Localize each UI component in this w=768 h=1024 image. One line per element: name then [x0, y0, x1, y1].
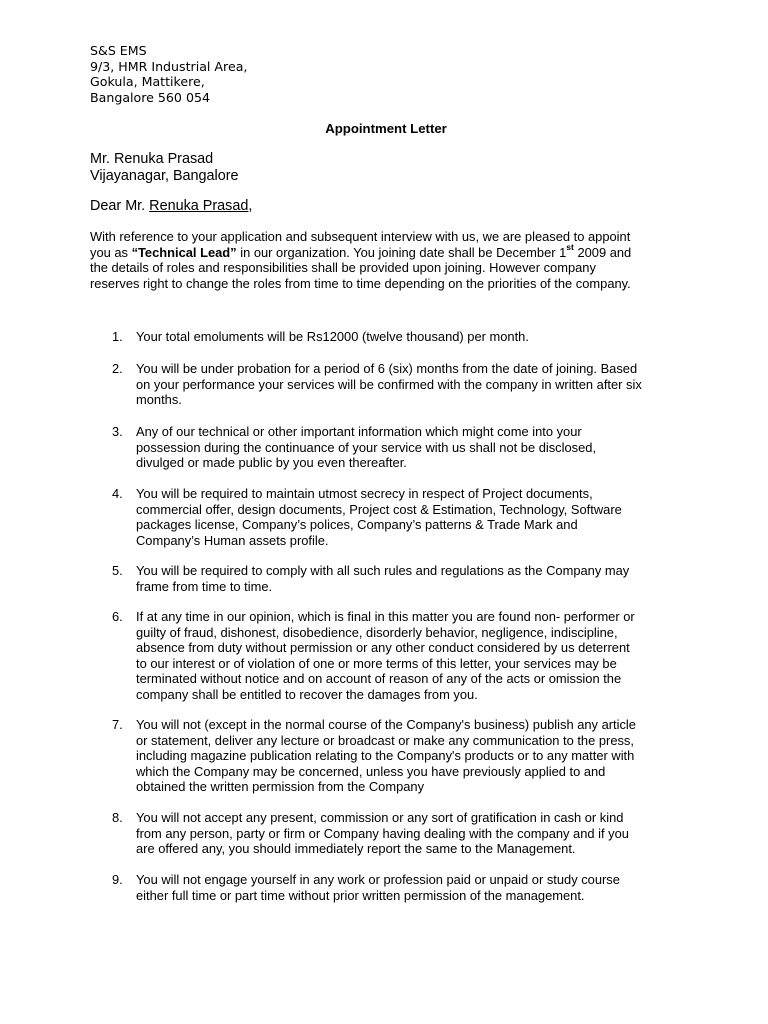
term-number: 3.	[112, 424, 123, 439]
term-line: months.	[136, 392, 182, 408]
term-item	[112, 872, 672, 903]
term-item	[112, 361, 672, 408]
term-item	[112, 609, 672, 703]
term-item	[112, 486, 672, 548]
term-line: commercial offer, design documents, Project cost & Estimation, Technology, Software	[136, 501, 622, 517]
intro-paragraph	[90, 229, 680, 291]
intro-text: 2009 and	[573, 244, 632, 260]
term-line: divulged or made public by you even thereafter.	[136, 455, 407, 471]
term-line: on your performance your services will be confirmed with the company in written after six	[136, 376, 642, 392]
term-line: are offered any, you should immediately report the same to the Management.	[136, 841, 576, 857]
term-line: or statement, deliver any lecture or broadcast or make any communication to the press,	[136, 732, 634, 748]
term-line: packages license, Company’s polices, Company’s patterns & Trade Mark and	[136, 517, 578, 533]
term-text	[136, 329, 672, 345]
term-line: Company’s Human assets profile.	[136, 532, 329, 548]
intro-text: in our organization. You joining date shall be December 1	[236, 244, 567, 260]
term-line: You will not accept any present, commission or any sort of gratification in cash or kind	[136, 810, 624, 825]
term-line: You will be required to maintain utmost secrecy in respect of Project documents,	[136, 486, 593, 501]
term-number: 9.	[112, 872, 123, 887]
term-text	[136, 810, 672, 857]
recipient-name: Mr. Renuka Prasad	[90, 151, 214, 167]
term-text	[136, 424, 672, 471]
term-line: If at any time in our opinion, which is final in this matter you are found non- performer or	[136, 609, 635, 624]
sender-address-line: Bangalore 560 054	[90, 89, 210, 105]
term-item	[112, 810, 672, 857]
term-number: 8.	[112, 810, 123, 825]
term-line: company shall be entitled to recover the damages from you.	[136, 686, 478, 702]
term-item	[112, 717, 672, 795]
term-line: frame from time to time.	[136, 578, 273, 594]
term-line: to our interest or of violation of one or more terms of this letter, your services may be	[136, 655, 617, 671]
intro-line	[90, 242, 680, 261]
term-line: guilty of fraud, dishonest, disobedience, disorderly behavior, negligence, indiscipline,	[136, 624, 618, 640]
recipient-location: Vijayanagar, Bangalore	[90, 167, 239, 184]
letter-title: Appointment Letter	[325, 121, 447, 136]
recipient-block	[90, 151, 239, 184]
sender-address-line: Gokula, Mattikere,	[90, 74, 205, 90]
term-text	[136, 717, 672, 795]
intro-line: reserves right to change the roles from time to time depending on the priorities of the company.	[90, 275, 631, 291]
date-suffix: st	[566, 242, 574, 253]
term-line: which the Company may be concerned, unless you have previously applied to and	[136, 763, 606, 779]
term-line: You will be under probation for a period of 6 (six) months from the date of joining. Based	[136, 361, 638, 376]
term-text	[136, 361, 672, 408]
salutation-suffix: ,	[248, 198, 253, 214]
term-text	[136, 609, 672, 703]
term-item	[112, 563, 672, 594]
term-number: 6.	[112, 609, 123, 624]
intro-line: the details of roles and responsibilities shall be provided upon joining. However company	[90, 260, 596, 275]
salutation	[90, 198, 252, 214]
term-line: You will not engage yourself in any work or profession paid or unpaid or study course	[136, 872, 620, 887]
term-number: 5.	[112, 563, 123, 578]
term-line: Any of our technical or other important information which might come into your	[136, 424, 582, 439]
salutation-prefix: Dear Mr.	[90, 198, 150, 214]
intro-text: you as	[90, 244, 132, 260]
term-item	[112, 424, 672, 471]
term-text	[136, 486, 672, 548]
term-line: possession during the continuance of your service with us shall not be disclosed,	[136, 439, 597, 455]
term-number: 2.	[112, 361, 123, 376]
salutation-name: Renuka Prasad	[149, 198, 249, 214]
term-item	[112, 329, 672, 345]
sender-address	[90, 43, 247, 105]
sender-address-line: 9/3, HMR Industrial Area,	[90, 58, 248, 74]
term-line: You will not (except in the normal course of the Company's business) publish any article	[136, 717, 636, 732]
term-line: Your total emoluments will be Rs12000 (twelve thousand) per month.	[136, 329, 529, 344]
term-number: 1.	[112, 329, 123, 344]
sender-name: S&S EMS	[90, 43, 147, 58]
term-line: absence from duty without permission or any other conduct considered by us deterrent	[136, 640, 630, 656]
term-text	[136, 872, 672, 903]
term-number: 4.	[112, 486, 123, 501]
term-text	[136, 563, 672, 594]
term-number: 7.	[112, 717, 123, 732]
intro-line: With reference to your application and subsequent interview with us, we are pleased to appoint	[90, 229, 631, 244]
term-line: You will be required to comply with all such rules and regulations as the Company may	[136, 563, 630, 578]
term-line: from any person, party or firm or Company having dealing with the company and if you	[136, 825, 629, 841]
term-line: obtained the written permission from the Company	[136, 779, 425, 795]
role-title: “Technical Lead”	[131, 244, 237, 260]
term-line: either full time or part time without prior written permission of the management.	[136, 887, 585, 903]
term-line: terminated without notice and on account of reason of any of the acts or omission the	[136, 671, 622, 687]
term-line: including magazine publication relating to the Company's products or to any matter with	[136, 748, 635, 764]
